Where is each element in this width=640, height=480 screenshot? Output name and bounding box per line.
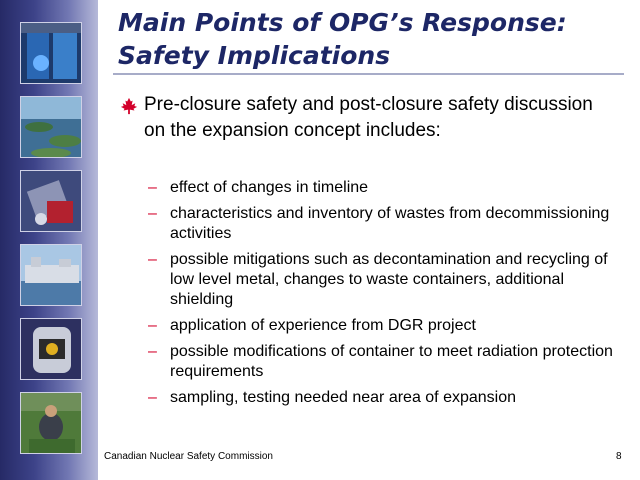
sub-bullet-item	[148, 250, 618, 310]
footer-organization: Canadian Nuclear Safety Commission	[104, 451, 273, 462]
reactor-pool-photo	[20, 22, 82, 84]
sub-bullet-list	[148, 178, 618, 414]
lake-islands-photo	[20, 96, 82, 158]
slide-title-line-2: Safety Implications	[118, 41, 391, 70]
slide-title-line-1: Main Points of OPG’s Response:	[118, 8, 567, 37]
sidebar-photo-strip	[0, 0, 98, 480]
slide-title	[118, 6, 628, 72]
maple-leaf-icon	[120, 97, 138, 115]
sub-bullet-item	[148, 342, 618, 382]
sub-bullet-item	[148, 388, 618, 408]
sub-bullet-item	[148, 316, 618, 336]
sub-bullet-item	[148, 178, 618, 198]
field-sampling-photo	[20, 392, 82, 454]
main-bullet-text: Pre-closure safety and post-closure safety discussion on the expansion concept includes:	[144, 94, 593, 141]
sub-bullet-text: application of experience from DGR project	[170, 317, 476, 334]
sub-bullet-text: characteristics and inventory of wastes from decommissioning activities	[170, 205, 610, 242]
sub-bullet-item	[148, 204, 618, 244]
sub-bullet-text: possible mitigations such as decontamination and recycling of low level metal, changes to waste containers, additional shielding	[170, 251, 608, 308]
dash-marker: –	[148, 317, 157, 334]
dash-marker: –	[148, 343, 157, 360]
page-number: 8	[616, 451, 622, 462]
fuel-handling-photo	[20, 170, 82, 232]
radiation-monitor-photo	[20, 318, 82, 380]
title-divider	[113, 73, 624, 75]
sub-bullet-text: sampling, testing needed near area of expansion	[170, 389, 517, 406]
dash-marker: –	[148, 205, 157, 222]
dash-marker: –	[148, 179, 157, 196]
dash-marker: –	[148, 251, 157, 268]
sub-bullet-text: effect of changes in timeline	[170, 179, 369, 196]
dash-marker: –	[148, 389, 157, 406]
sub-bullet-text: possible modifications of container to meet radiation protection requirements	[170, 343, 613, 380]
power-station-photo	[20, 244, 82, 306]
